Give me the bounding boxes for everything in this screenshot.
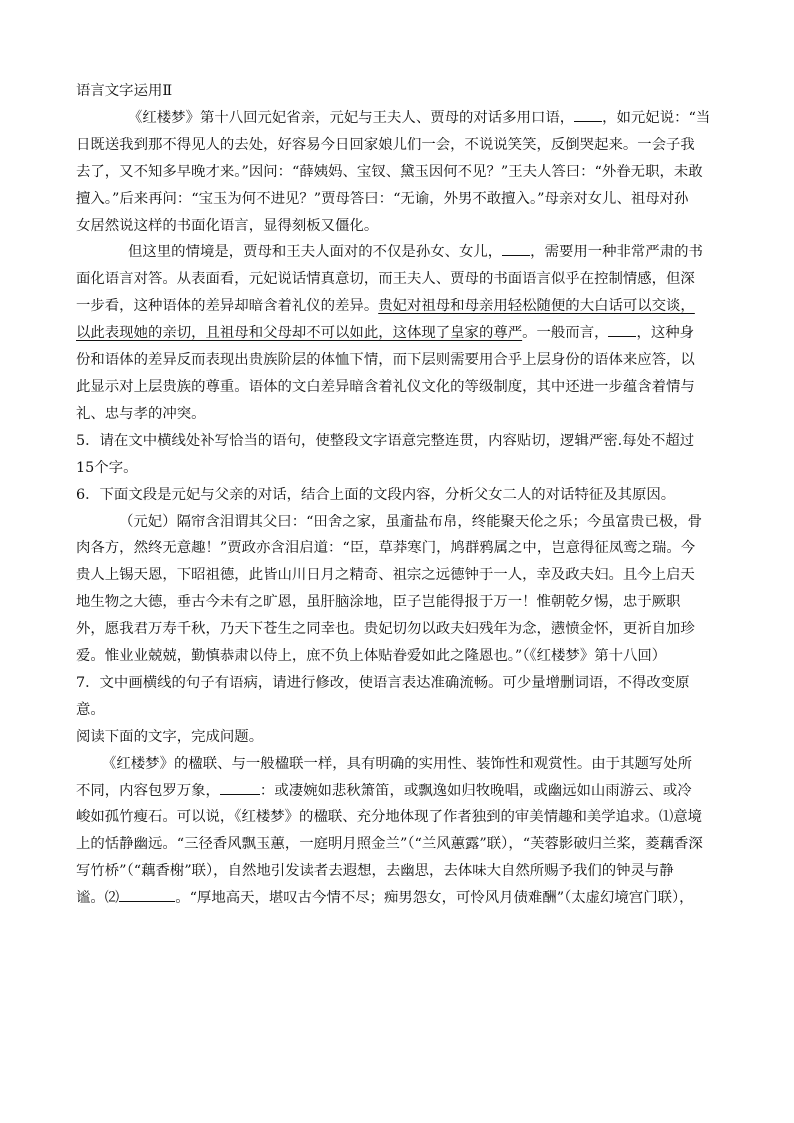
text-segment: 谧。⑵: [76, 890, 120, 907]
text-segment: ，如元妃说：“当: [602, 109, 711, 126]
paragraph-line: 面化语言对答。从表面看，元妃说话情真意切，而王夫人、贾母的书面语言似乎在控制情感，但深: [76, 271, 695, 288]
paragraph-line: 份和语体的差异反而表现出贵族阶层的体恤下情，而下层则需要用合乎上层身份的语体来应答，以: [76, 352, 695, 369]
paragraph-line: 擅入。”后来再问：“宝玉为何不进见？”贾母答曰：“无谕，外男不敢擅入。”母亲对女儿、祖母对孙: [76, 190, 689, 207]
answer-blank[interactable]: [608, 320, 636, 337]
question-line: 5．请在文中横线处补写恰当的语句，使整段文字语意完整连贯，内容贴切，逻辑严密.每处不超过: [76, 432, 695, 449]
question-line: 15个字。: [76, 459, 138, 476]
paragraph-line: 写竹桥”（“藕香榭”联），自然地引发读者去遐想，去幽思，去体味大自然所赐予我们的钟灵与静: [76, 863, 674, 880]
text-segment: ：或凄婉如悲秋箫笛，或飘逸如归牧晚唱，或幽远如山雨游云、或冷: [259, 782, 692, 799]
paragraph-line: [76, 320, 718, 347]
answer-blank[interactable]: [220, 778, 260, 795]
paragraph-line: 《红楼梦》的楹联、与一般楹联一样，具有明确的实用性、装饰性和观赏性。由于其题写处所: [102, 755, 693, 772]
paragraph-line: [76, 239, 718, 266]
text-segment: 。“厚地高天，堪叹古今情不尽；痴男怨女，可怜风月债难酬”（太虚幻境宫门联），: [175, 890, 694, 907]
underlined-sentence: 以此表现她的亲切，且祖母和父母却不可以如此，这体现了皇家的尊严: [76, 325, 523, 342]
question-line: 意。: [76, 701, 105, 718]
paragraph-line: 去了，又不知多早晚才来。”因问：“薛姨妈、宝钗、黛玉因何不见？”王夫人答曰：“外眷无职，未敢: [76, 163, 703, 180]
text-segment: 一步看，这种语体的差异却暗含着礼仪的差异。: [76, 298, 379, 315]
dialogue-line: （元妃）隔帘含泪谓其父曰：“田舍之家，虽齑盐布帛，终能聚天伦之乐；今虽富贵已极，骨: [119, 513, 702, 530]
section-title: 语言文字运用Ⅱ: [76, 83, 173, 99]
text-segment: ，需要用一种非常严肃的书: [530, 244, 703, 261]
answer-blank[interactable]: [502, 239, 530, 256]
passage-1: [76, 105, 718, 428]
paragraph-line: 礼、忠与孝的冲突。: [76, 405, 206, 422]
paragraph-line: [76, 105, 718, 132]
paragraph-line: 此显示对上层贵族的尊重。语体的文白差异暗含着礼仪文化的等级制度，其中还进一步蕴含着情与: [76, 378, 695, 395]
paragraph-line: 日既送我到那不得见人的去处，好容易今日回家娘儿们一会，不说说笑笑，反倒哭起来。一会子我: [76, 136, 695, 153]
dialogue-line: 外，愿我君万寿千秋，乃天下苍生之同幸也。贵妃切勿以政夫妇残年为念，懑愤金怀，更祈自加珍: [76, 621, 695, 638]
paragraph-line: [76, 778, 718, 805]
dialogue-line: 地生物之大德，垂古今未有之旷恩，虽肝脑涂地，臣子岂能得报于万一！惟朝乾夕惕，忠于厥职: [76, 594, 681, 611]
answer-blank[interactable]: [119, 885, 175, 902]
paragraph-line: 上的恬静幽远。“三径香风飘玉蕙，一庭明月照金兰”（“兰风蕙露”联），“芙蓉影破归兰桨，菱藕香深: [76, 836, 703, 853]
text-segment: ，这种身: [636, 325, 695, 342]
answer-blank[interactable]: [574, 105, 602, 122]
paragraph-line: 峻如孤竹瘦石。可以说，《红楼梦》的楹联、充分地体现了作者独到的审美情趣和美学追求。⑴意境: [76, 809, 702, 826]
dialogue-line: 肉各方，然终无意趣！”贾政亦含泪启道：“臣，草莽寒门，鸠群鸦属之中，岂意得征凤鸾之瑞。今: [76, 540, 696, 557]
text-segment: 但这里的情境是，贾母和王夫人面对的不仅是孙女、女儿，: [128, 244, 503, 261]
question-7: [76, 670, 718, 724]
paragraph-line: [76, 885, 718, 912]
text-segment: 。一般而言，: [522, 325, 609, 342]
paragraph-line: 女居然说这样的书面化语言，显得刻板又僵化。: [76, 217, 379, 234]
dialogue-excerpt: [76, 509, 718, 670]
reading-intro: 阅读下面的文字，完成问题。: [76, 728, 264, 745]
text-segment: 不同，内容包罗万象，: [76, 782, 220, 799]
passage-2: [76, 751, 718, 912]
question-5: [76, 428, 718, 482]
dialogue-line: 贵人上锡天恩，下昭祖德，此皆山川日月之精奇、祖宗之远德钟于一人，幸及政夫妇。且今上启天: [76, 567, 695, 584]
dialogue-line: 爱。惟业业兢兢，勤慎恭肃以侍上，庶不负上体贴眷爱如此之隆恩也。”（《红楼梦》第十八回）: [76, 648, 667, 665]
underlined-sentence: 贵妃对祖母和母亲用轻松随便的大白话可以交谈，: [378, 298, 695, 315]
text-segment: 《红楼梦》第十八回元妃省亲，元妃与王夫人、贾母的对话多用口语，: [128, 109, 575, 126]
question-6: 6．下面文段是元妃与父亲的对话，结合上面的文段内容，分析父女二人的对话特征及其原因。: [76, 486, 676, 503]
paragraph-line: [76, 293, 718, 320]
question-line: 7．文中画横线的句子有语病，请进行修改，使语言表达准确流畅。可少量增删词语，不得改变原: [76, 674, 690, 691]
document-page: [76, 78, 718, 912]
